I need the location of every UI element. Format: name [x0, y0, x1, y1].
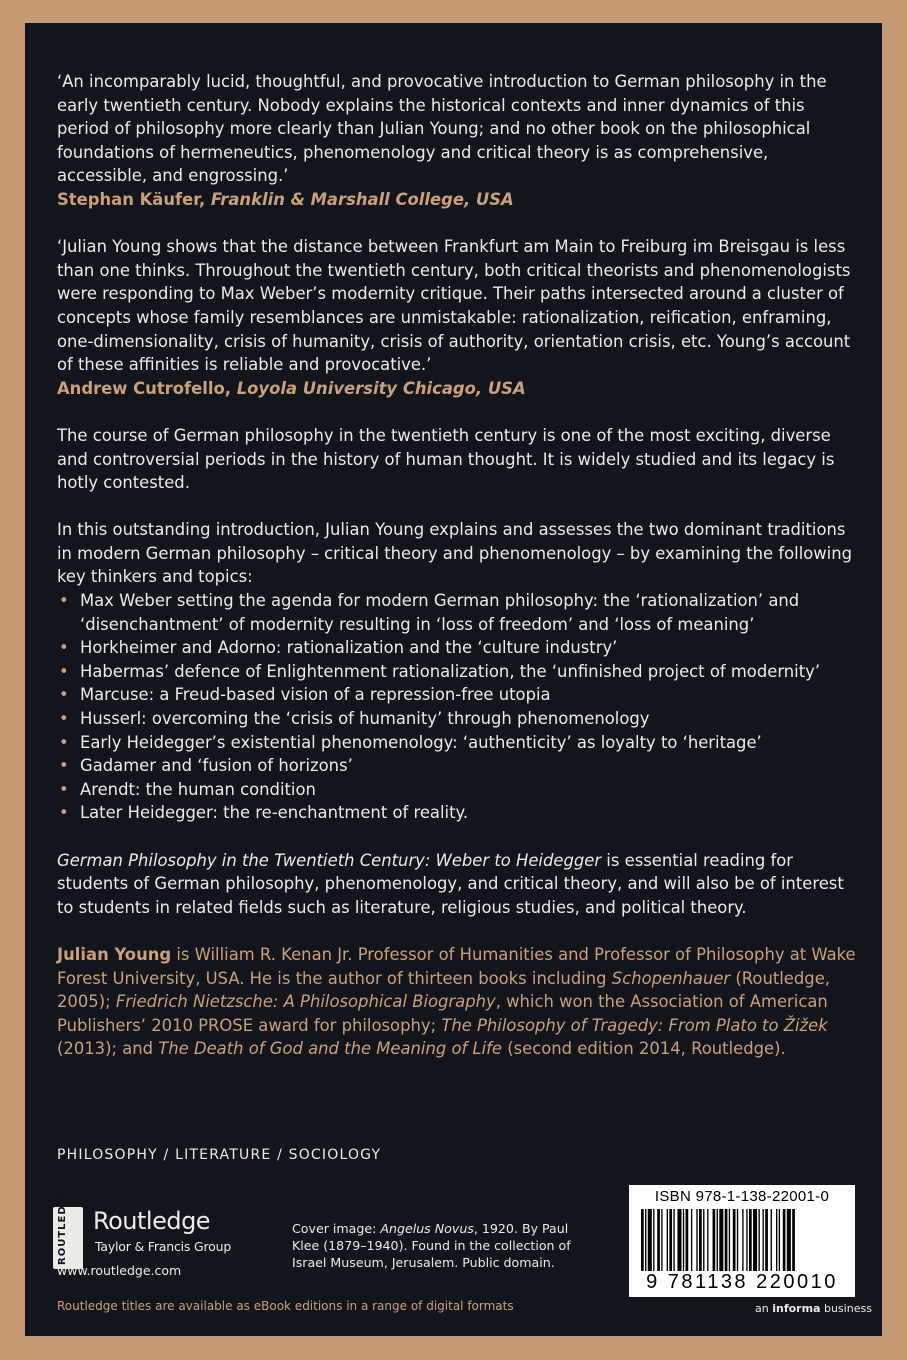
- quote-1-text: ‘An incomparably lucid, thoughtful, and provocative introduction to German philosophy in the early twentieth century. Nobody explains the historical contexts and inner dynamics of this period of philosophy more clearly than Julian Young; and no other book on the philosophical foundations of hermeneutics, phenomenology and critical theory is as comprehensive, accessible, and engrossing.’: [57, 72, 827, 186]
- ebook-note: Routledge titles are available as eBook editions in a range of digital formats: [57, 1299, 514, 1313]
- cover-credit: Cover image: Angelus Novus, 1920. By Paul Klee (1879–1940). Found in the collection of Israel Museum, Jerusalem. Public domain.: [292, 1221, 571, 1270]
- quote-2-text: ‘Julian Young shows that the distance between Frankfurt am Main to Freiburg im Breisgau is less than one thinks. Throughout the twentieth century, both critical theorists and phenomenologists were responding to Max Weber’s modernity critique. Their paths intersected around a cluster of concepts whose family resemblances are unmistakable: rationalization, reification, enframing, one-dimensionality, crisis of humanity, crisis of authority, orientation crisis, etc. Young’s account of these affinities is reliable and provocative.’: [57, 237, 851, 375]
- bullet-icon: •: [59, 685, 69, 705]
- list-item: • Early Heidegger’s existential phenomenology: ‘authenticity’ as loyalty to ‘heritage’: [57, 731, 857, 755]
- topic-list: [57, 589, 857, 825]
- bullet-icon: •: [59, 709, 69, 729]
- bullet-icon: •: [59, 803, 69, 823]
- book-title: German Philosophy in the Twentieth Century: Weber to Heidegger: [57, 850, 602, 870]
- list-item: • Marcuse: a Freud-based vision of a repression-free utopia: [57, 683, 857, 707]
- list-item: • Horkheimer and Adorno: rationalization and the ‘culture industry’: [57, 636, 857, 660]
- lead-paragraph: In this outstanding introduction, Julian Young explains and assesses the two dominant traditions in modern German philosophy – critical theory and phenomenology – by examining the following key thinkers and topics:: [57, 520, 853, 587]
- isbn-barcode: [629, 1185, 855, 1297]
- subject-categories: PHILOSOPHY / LITERATURE / SOCIOLOGY: [57, 1147, 382, 1163]
- closing-paragraph: German Philosophy in the Twentieth Century: Weber to Heidegger is essential reading for students of German philosophy, phenomenology, and critical theory, and will also be of interest to students in related fields such as literature, religious studies, and political theory.: [57, 850, 844, 917]
- isbn-label: ISBN 978-1-138-22001-0: [654, 1188, 830, 1205]
- list-item: • Gadamer and ‘fusion of horizons’: [57, 754, 857, 778]
- quote-2-author: Andrew Cutrofello,: [57, 378, 231, 398]
- quote-2-attribution: [57, 377, 857, 401]
- quote-1-affiliation: Franklin & Marshall College, USA: [210, 189, 514, 209]
- list-item: • Arendt: the human condition: [57, 778, 857, 802]
- quote-1-attribution: [57, 188, 857, 212]
- barcode-digits: 9 781138 220010: [646, 1271, 838, 1293]
- bullet-icon: •: [59, 732, 69, 752]
- list-item: • Later Heidegger: the re-enchantment of reality.: [57, 801, 857, 825]
- publisher-group: Taylor & Francis Group: [95, 1239, 232, 1254]
- bullet-icon: •: [59, 756, 69, 776]
- barcode-icon: [639, 1209, 845, 1271]
- informa-label: an informa business: [755, 1302, 872, 1315]
- bullet-icon: •: [59, 779, 69, 799]
- quote-2-affiliation: Loyola University Chicago, USA: [236, 378, 526, 398]
- cover-text: [57, 70, 857, 1061]
- quote-1-author: Stephan Käufer,: [57, 189, 206, 209]
- routledge-mark-icon: ROUTLEDGE: [53, 1207, 83, 1269]
- quote-1: [57, 70, 857, 212]
- list-item: • Max Weber setting the agenda for modern German philosophy: the ‘rationalization’ and ‘disenchantment’ of modernity resulting in ‘loss of freedom’ and ‘loss of meaning’: [59, 591, 800, 634]
- publisher-url[interactable]: www.routledge.com: [57, 1263, 182, 1278]
- bullet-icon: •: [59, 638, 69, 658]
- author-name: Julian Young: [57, 944, 172, 964]
- author-bio: Julian Young is William R. Kenan Jr. Professor of Humanities and Professor of Philosophy at Wake Forest University, USA. He is the author of thirteen books including Schopenhauer (Routledge, 2005); Friedrich Nietzsche: A Philosophical Biography, which won the Association of American Publishers’ 2010 PROSE award for philosophy; The Philosophy of Tragedy: From Plato to Žižek (2013); and The Death of God and the Meaning of Life (second edition 2014, Routledge).: [57, 944, 856, 1059]
- publisher-name: Routledge: [93, 1207, 211, 1235]
- bullet-icon: •: [59, 591, 69, 611]
- quote-2: [57, 235, 857, 400]
- intro-paragraph: The course of German philosophy in the twentieth century is one of the most exciting, diverse and controversial periods in the history of human thought. It is widely studied and its legacy is hotly contested.: [57, 425, 835, 493]
- list-item: • Habermas’ defence of Enlightenment rationalization, the ‘unfinished project of modernity’: [57, 660, 857, 684]
- list-item: • Husserl: overcoming the ‘crisis of humanity’ through phenomenology: [57, 707, 857, 731]
- bullet-icon: •: [59, 661, 69, 681]
- back-cover: [25, 23, 882, 1336]
